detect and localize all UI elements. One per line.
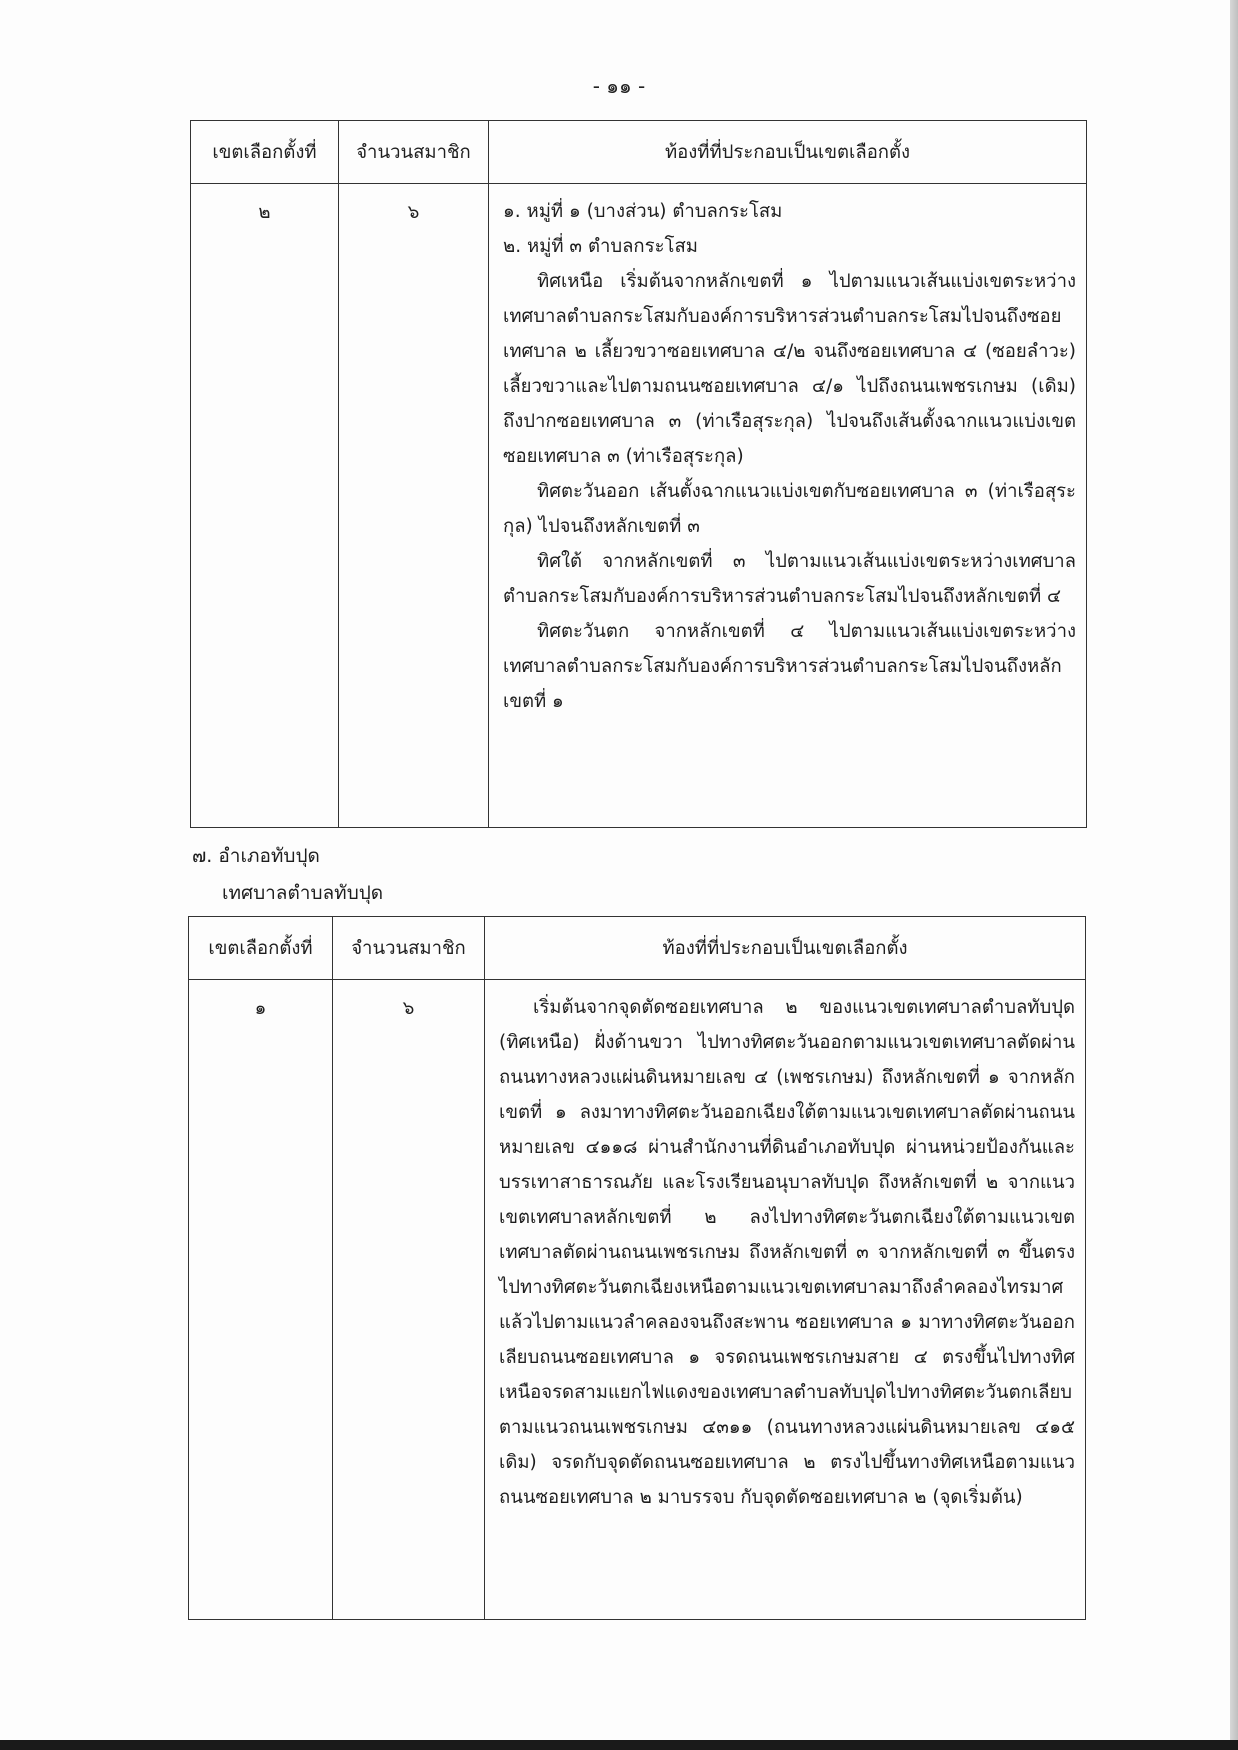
election-zone-table-2 [188,916,1086,1620]
scan-edge-right [1230,0,1238,1750]
area-line-2: ๒. หมู่ที่ ๓ ตำบลกระโสม [503,236,698,257]
area-line-1: ๑. หมู่ที่ ๑ (บางส่วน) ตำบลกระโสม [503,201,783,222]
west-boundary: ทิศตะวันตก จากหลักเขตที่ ๔ ไปตามแนวเส้นแบ่งเขตระหว่างเทศบาลตำบลกระโสมกับองค์การบริหารส่วนตำบลกระโสมไปจนถึงหลักเขตที่ ๑ [503,621,1076,712]
boundary-text: เริ่มต้นจากจุดตัดซอยเทศบาล ๒ ของแนวเขตเทศบาลตำบลทับปุด (ทิศเหนือ) ฝั่งด้านขวา ไปทางทิศตะวันออกตามแนวเขตเทศบาลตัดผ่านถนนทางหลวงแผ่นดินหมายเลข ๔ (เพชรเกษม) ถึงหลักเขตที่ ๑ จากหลักเขตที่ ๑ ลงมาทางทิศตะวันออกเฉียงใต้ตามแนวเขตเทศบาลตัดผ่านถนนหมายเลข ๔๑๑๘ ผ่านสำนักงานที่ดินอำเภอทับปุด ผ่านหน่วยป้องกันและบรรเทาสาธารณภัย และโรงเรียนอนุบาลทับปุด ถึงหลักเขตที่ ๒ จากแนวเขตเทศบาลหลักเขตที่ ๒ ลงไปทางทิศตะวันตกเฉียงใต้ตามแนวเขตเทศบาลตัดผ่านถนนเพชรเกษม ถึงหลักเขตที่ ๓ จากหลักเขตที่ ๓ ขึ้นตรงไปทางทิศตะวันตกเฉียงเหนือตามแนวเขตเทศบาลมาถึงลำคลองไทรมาศ แล้วไปตามแนวลำคลองจนถึงสะพาน ซอยเทศบาล ๑ มาทางทิศตะวันออกเลียบถนนซอยเทศบาล ๑ จรดถนนเพชรเกษมสาย ๔ ตรงขึ้นไปทางทิศเหนือจรดสามแยกไฟแดงของเทศบาลตำบลทับปุดไปทางทิศตะวันตกเลียบตามแนวถนนเพชรเกษม ๔๓๑๑ (ถนนทางหลวงแผ่นดินหมายเลข ๔๑๕ เดิม) จรดกับจุดตัดถนนซอยเทศบาล ๒ ตรงไปขึ้นทางทิศเหนือตามแนวถนนซอยเทศบาล ๒ มาบรรจบ กับจุดตัดซอยเทศบาล ๒ (จุดเริ่มต้น) [499,997,1075,1508]
zone-number: ๒ [191,184,339,828]
municipality-heading: เทศบาลตำบลทับปุด [222,882,384,904]
election-zone-table-1 [190,120,1087,828]
member-count: ๖ [339,184,489,828]
area-description [489,184,1087,828]
table-row [191,184,1087,828]
east-boundary: ทิศตะวันออก เส้นตั้งฉากแนวแบ่งเขตกับซอยเทศบาล ๓ (ท่าเรือสุระกุล) ไปจนถึงหลักเขตที่ ๓ [503,481,1076,537]
zone-number: ๑ [189,980,333,1620]
header-zone: เขตเลือกตั้งที่ [191,121,339,184]
header-area: ท้องที่ที่ประกอบเป็นเขตเลือกตั้ง [489,121,1087,184]
header-members: จำนวนสมาชิก [333,917,485,980]
north-boundary: ทิศเหนือ เริ่มต้นจากหลักเขตที่ ๑ ไปตามแนวเส้นแบ่งเขตระหว่างเทศบาลตำบลกระโสมกับองค์การบริหารส่วนตำบลกระโสมไปจนถึงซอยเทศบาล ๒ เลี้ยวขวาซอยเทศบาล ๔/๒ จนถึงซอยเทศบาล ๔ (ซอยลำวะ) เลี้ยวขวาและไปตามถนนซอยเทศบาล ๔/๑ ไปถึงถนนเพชรเกษม (เดิม) ถึงปากซอยเทศบาล ๓ (ท่าเรือสุระกุล) ไปจนถึงเส้นตั้งฉากแนวแบ่งเขตซอยเทศบาล ๓ (ท่าเรือสุระกุล) [503,271,1076,467]
header-zone: เขตเลือกตั้งที่ [189,917,333,980]
header-members: จำนวนสมาชิก [339,121,489,184]
page-number: - ๑๑ - [592,74,646,98]
table-header-row [189,917,1086,980]
member-count: ๖ [333,980,485,1620]
area-description [485,980,1086,1620]
district-heading: ๗. อำเภอทับปุด [192,845,320,867]
header-area: ท้องที่ที่ประกอบเป็นเขตเลือกตั้ง [485,917,1086,980]
scan-edge-bottom [0,1740,1238,1750]
table-row [189,980,1086,1620]
south-boundary: ทิศใต้ จากหลักเขตที่ ๓ ไปตามแนวเส้นแบ่งเขตระหว่างเทศบาลตำบลกระโสมกับองค์การบริหารส่วนตำบลกระโสมไปจนถึงหลักเขตที่ ๔ [503,551,1076,607]
table-header-row [191,121,1087,184]
